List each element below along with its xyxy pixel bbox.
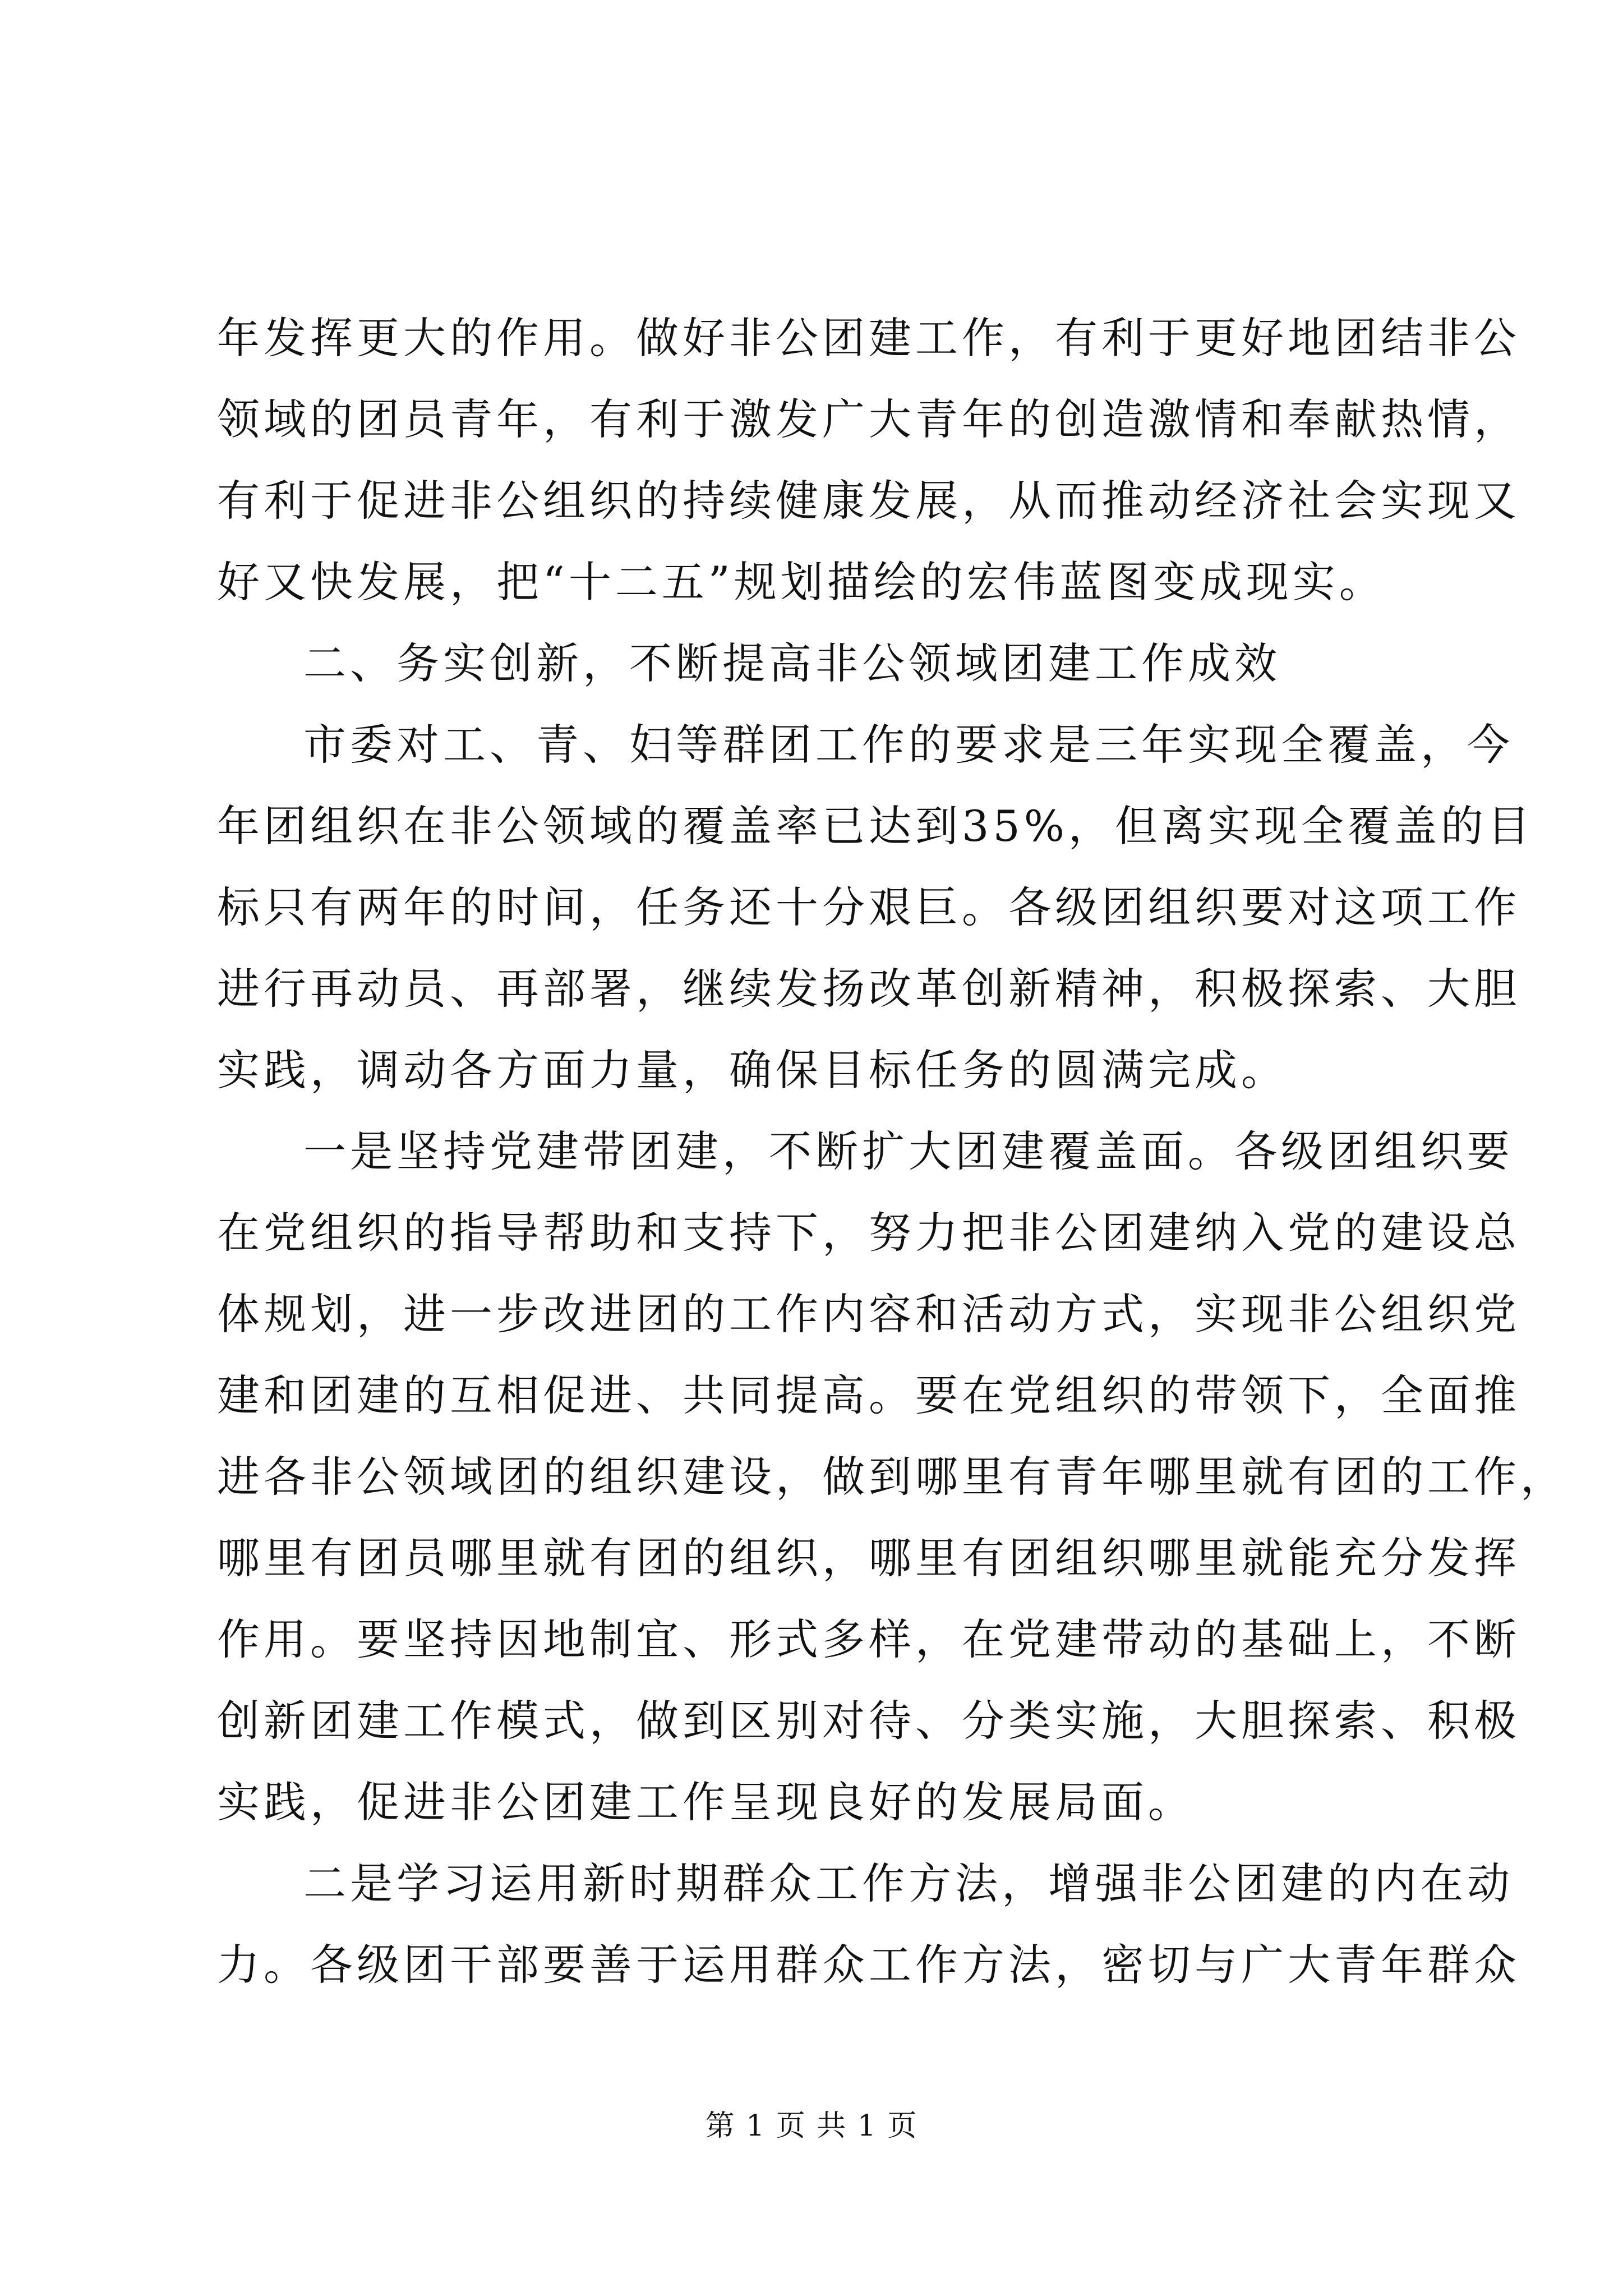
text-line: 实践，调动各方面力量，确保目标任务的圆满完成。 <box>217 1045 1288 1095</box>
section-heading: 二、务实创新，不断提高非公领域团建工作成效 <box>303 638 1281 688</box>
document-body <box>217 297 1567 2005</box>
text-line: 好又快发展，把“十二五”规划描绘的宏伟蓝图变成现实。 <box>217 557 1386 607</box>
text-line: 市委对工、青、妇等群团工作的要求是三年实现全覆盖，今 <box>303 720 1514 770</box>
text-line: 实践，促进非公团建工作呈现良好的发展局面。 <box>217 1777 1195 1827</box>
text-line: 标只有两年的时间，任务还十分艰巨。各级团组织要对这项工作 <box>217 882 1520 932</box>
text-line: 作用。要坚持因地制宜、形式多样，在党建带动的基础上，不断 <box>217 1614 1520 1664</box>
text-line: 一是坚持党建带团建，不断扩大团建覆盖面。各级团组织要 <box>303 1126 1514 1176</box>
text-line: 进行再动员、再部署，继续发扬改革创新精神，积极探索、大胆 <box>217 964 1520 1014</box>
text-line: 年团组织在非公领域的覆盖率已达到35%，但离实现全覆盖的目 <box>217 801 1534 851</box>
text-line: 年发挥更大的作用。做好非公团建工作，有利于更好地团结非公 <box>217 313 1520 363</box>
text-line: 有利于促进非公组织的持续健康发展，从而推动经济社会实现又 <box>217 476 1520 526</box>
text-line: 哪里有团员哪里就有团的组织，哪里有团组织哪里就能充分发挥 <box>217 1533 1520 1583</box>
page-footer: 第 1 页 共 1 页 <box>705 2109 918 2143</box>
text-line: 建和团建的互相促进、共同提高。要在党组织的带领下，全面推 <box>217 1370 1520 1420</box>
text-line: 进各非公领域团的组织建设，做到哪里有青年哪里就有团的工作， <box>217 1452 1567 1502</box>
text-line: 二是学习运用新时期群众工作方法，增强非公团建的内在动 <box>303 1858 1514 1908</box>
text-line: 力。各级团干部要善于运用群众工作方法，密切与广大青年群众 <box>217 1940 1520 1990</box>
text-line: 在党组织的指导帮助和支持下，努力把非公团建纳入党的建设总 <box>217 1208 1520 1258</box>
text-line: 创新团建工作模式，做到区别对待、分类实施，大胆探索、积极 <box>217 1696 1520 1746</box>
text-line: 体规划，进一步改进团的工作内容和活动方式，实现非公组织党 <box>217 1289 1520 1339</box>
text-line: 领域的团员青年，有利于激发广大青年的创造激情和奉献热情， <box>217 394 1520 444</box>
